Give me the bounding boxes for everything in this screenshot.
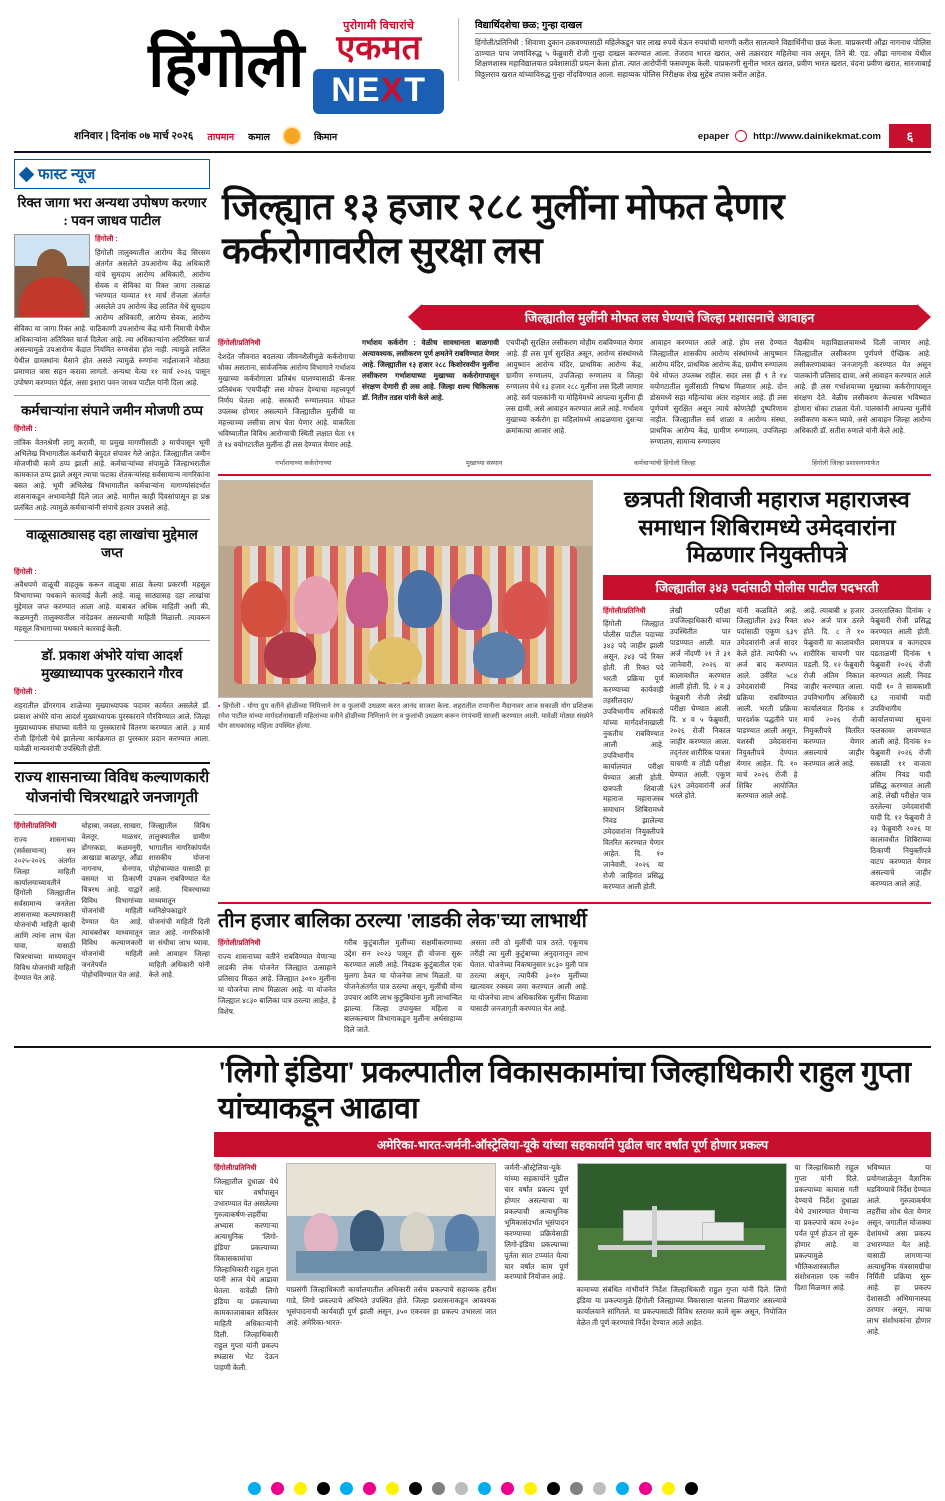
section5-col-2: जिल्ह्यातील विविध तालुक्यातील ग्रामीण भागातील नागरिकांपर्यंत शासकीय योजना पोहोचाव्यात यासाठी हा उपक्रम राबविण्यात येत आहे. चित्ररथाच्या माध्यमातून ध्वनिक्षेपकाद्वारे योजनांची माहिती दिली जात आहे. नागरिकांनी या संधीचा लाभ घ्यावा, असे आवाहन जिल्हा माहिती अधिकारी यांनी केले आहे. — [148, 822, 210, 980]
fastnews-byline: हिंगोली : — [14, 424, 37, 434]
divider — [14, 395, 210, 396]
main-grid — [14, 159, 931, 1039]
masthead — [14, 0, 931, 114]
lead-col-2 — [506, 338, 643, 453]
section4-col-2: जर्मनी-ऑस्ट्रेलिया-यूके यांच्या सहकार्याने पुढील चार वर्षांत प्रकल्प पूर्ण होणार असल्याचा या प्रकल्पाची अत्याधुनिक भूमिकासंदर्भात भूसंपादन करण्याच्या प्रक्रियेसाठी लिगो-इंडिया प्रकल्पाच्या पूर्तता सात टप्प्यांत येत्या चार वर्षांत काम पूर्ण करण्याचे नियोजन आहे. — [504, 1163, 569, 1282]
section3-col-1: गरीब कुटुंबातील मुलींच्या सक्षमीकरणाच्या उद्देश सन २०२३ पासून ही योजना सुरू करण्यात आली आहे. निवडक कुटुंबातील एक मुलगा ठेवत या योजनेचा लाभ मिळतो. या योजनेअंतर्गत पात्र ठरल्या असून, मुलींची योग्य उपचार आणि लाभ कुटुंबियांना मुली लाभान्वित झाल्या. जिल्हा उपायुक्त महिला व बालकल्याण विभागाकडून मुलींना अर्थसाहाय्य दिले जाते. — [344, 937, 462, 1035]
temperature-max-label: कमाल — [248, 131, 270, 143]
lead-col-0 — [218, 338, 355, 453]
lead-body — [218, 338, 931, 453]
temperature-min-label: किमान — [313, 131, 338, 143]
section4-col-5: भविष्यात या प्रयोगशाळेतून वैज्ञानिक घडविण्याचे निर्देश देण्यात आले. गुरुत्वाकर्षण लहरींचा शोध घेता येणार असून, जगातील मोजक्या देशांमध्ये असा प्रकल्प उभारण्यात येत आहे. यासाठी लागणाऱ्या अत्याधुनिक यंत्रसामग्रीचा निर्मिती प्रक्रिया सुरू आहे. हा प्रकल्प देशासाठी अभिमानास्पद ठरणार असून, त्याचा लाभ संशोधकांना होणार आहे. — [866, 1163, 931, 1337]
section2-col-0: हिंगोली/प्रतिनिधी हिंगोली जिल्ह्यात पोलीस पाटील पदाच्या ३४३ पदे जाहीर झाली असून, ३४३ पदे रिक्त होती. ती रिक्त पदे भरती प्रक्रिया पूर्ण करण्याच्या कार्यवाही तहसीलदार/उपविभागीय अधिकारी यांच्या मार्गदर्शनाखाली नुकतीच राबविण्यात आली आहे. उपविभागीय कार्यालयात परीक्षा घेण्यात आली होती. छत्रपती शिवाजी महाराज महाराजस्व समाधान शिबिरामध्ये निवड झालेल्या उमेदवारांना नियुक्तीपत्रे वितरित करण्यात येणार आहेत. दि. १० जानेवारी, २०२६ या रोजी जाहिरात प्रसिद्ध करण्यात आली होती. — [603, 605, 664, 891]
temperature-label: तापमान — [207, 131, 235, 143]
band-rule — [14, 151, 931, 153]
section3-byline: हिंगोली/प्रतिनिधी — [218, 937, 261, 947]
section3-col-2: असता तरी ठो मुलींची पात्र ठरते. एकूणच तरीही त्या मुली कुटुंबाच्या अनुदानातून लाभ घेतात. योजनेच्या निकषानुसार ४८३० मुली पात्र ठरल्या असून, त्यापैकी ३०१० मुलींच्या खात्यावर रक्कम जमा करण्यात आली आहे. या योजनेचा लाभ अधिकाधिक मुलींना मिळावा यासाठी जनजागृती करण्यात येत आहे. — [470, 937, 588, 1013]
divider-red — [218, 474, 931, 476]
lead-col-0-text: देशदेत जीवनात बदलत्या जीवनशैलीमुळे कर्करोगाचा धोका असताना, सार्वजनिक आरोग्य विभागाने गर्भाशय मुखाच्या कर्करोगाला प्रतिबंध घालण्यासाठी कॅन्सर प्रतिबंधक 'एचपीव्ही' लस मोफत देण्याचा महत्त्वपूर्ण निर्णय घेतला आहे. सरकारी रुग्णालयात मोफत उपलब्ध होणार असल्याने जिल्ह्यातील मुलींची या महत्त्वाच्या लसीचा लाभ घेता येणार आहे. याकरिता भविष्यातील विविध आरोग्याची स्थिती लक्षात घेता ११ ते १४ वयोगटातील मुलींना ही लस देण्यात येणार आहे. — [218, 352, 355, 449]
section2-col-4: उत्तरतालिका दिनांक २ फेब्रुवारी रोजी प्रसिद्ध करण्यात आली होती. प्रमाणपत्र व कागदपत्र पडताळणी दिनांक ९ फेब्रुवारी २०२६ रोजी करण्यात आली. निवड यादी १० ते सावकाशी ६३ नावांची यादी उपविभागीय कार्यालयाच्या सूचना फलकावर लावण्यात आली आहे. दिनांक १० फेब्रुवारी २०२६ रोजी सकाळी ११ वाजता अंतिम निवड यादी प्रसिद्ध करण्यात आली आहे. लेखी परीक्षेत पात्र ठरलेल्या उमेदवारांची यादी दि. १२ फेब्रुवारी ते २३ फेब्रुवारी २०२६ या कालावधीत शिबिराच्या ठिकाणी नियुक्तीपत्रे वाटप करण्यात येणार असल्याचे जाहीर करण्यात आले आहे. — [870, 605, 931, 888]
photo1-block — [218, 480, 593, 896]
photo1-caption: ▪ हिंगोली - योगा ग्रुप वतीने होळीच्या निमित्ताने रंग व फुलांची उधळण करत आनंद साजरा केला. शहरातील रामानीना मैदानावर आज सकाळी योग प्रशिक्षक रमेश पाटील यांच्या मार्गदर्शनाखाली महिलांच्या वतीने होळीच्या निमित्ताने रंग व फुलांची उधळण करून रंगपंचमी साजरी करण्यात आली. यावेळी मोठ्या संख्येने योग साधकांसह महिला उपस्थित होत्या. — [218, 703, 593, 730]
fastnews-body: शहरातील डोंगरगाव शाळेच्या मुख्याध्यापक पदावर कार्यरत असलेले डॉ. प्रकाश अंभोरे यांना आदर्श मुख्याध्यापक पुरस्काराने गौरविण्यात आले. जिल्हा मुख्याध्यापक संघाच्या वतीने या पुरस्काराचे वितरण करण्यात आले. ३ मार्च रोजी हिंगोली येथे झालेल्या कार्यक्रमात हा पुरस्कार प्रदान करण्यात आला. यावेळी मान्यवरांची उपस्थिती होती. — [14, 701, 210, 754]
lead-byline: हिंगोली/प्रतिनिधी — [218, 338, 261, 348]
next-badge-x: X — [380, 71, 405, 110]
fastnews-item-0 — [14, 194, 210, 388]
masthead-logo-group — [14, 18, 444, 114]
section5-title: राज्य शासनाच्या विविध कल्याणकारी योजनांची चित्ररथाद्वारे जनजागृती — [14, 770, 210, 806]
divider — [14, 519, 210, 520]
fastnews-item-title: रिक्त जागा भरा अन्यथा उपोषण करणार : पवन जाधव पाटील — [17, 195, 207, 228]
divider — [14, 814, 210, 815]
section5-byline: हिंगोली/प्रतिनिधी — [14, 821, 57, 831]
fastnews-byline: हिंगोली : — [14, 687, 37, 697]
fastnews-body: अवैधपणे वाळूची वाहतूक करून वाळूचा साठा केल्या प्रकरणी महसूल विभागाच्या पथकाने कारवाई केली आहे. वाळू साठ्यासह दहा लाखांचा मुद्देमाल जप्त करण्यात आला आहे. याबाबत अधिक माहिती अशी की, कळमनुरी तालुक्यातील नांदेडकर असल्याची माहिती मिळाली. त्यावरून महसूल विभागाच्या पथकाने कारवाई केली. — [14, 580, 210, 633]
subbar-right-arrow-icon — [917, 304, 931, 330]
notice-body: हिंगोली/प्रतिनिधी : शिवाणा दुकान ठकवण्यासाठी महिलेकडून चार लाख रुपये घेऊन रुपयांची मागणी करीत सातत्याने विद्यार्थिनीचा छळ केला. याप्रकरणी औंढा नागनाथ पोलिस ठाण्यात पाच जणांविरुद्ध ५ फेब्रुवारी रोजी गुन्हा दाखल करण्यात आला. तेजराव भारत खरात, असे तक्रारदार महिलेचा नाव असून, तिने बी. एड. औंढा नागनाथ येथील शिक्षणशास्त्र महाविद्यालयात प्रवेशासाठी प्रयत्न केला होता. त्यात आरोपींनी फसवणूक केली. याप्रकरणी सुनील भारत खरात, प्रवीण भारत खरात, वंदना प्रवीण खरात, सारजाबाई विठ्ठलराव खरात यांच्याविरुद्ध गुन्हा नोंदविण्यात आला. सहाय्यक पोलिस निरीक्षक शेख सुहेब तपास करीत आहेत. — [475, 38, 931, 80]
lead-col-1-text: गर्भाशय कर्करोग : वेळीच सावधानता बाळगावी अत्यावश्यक, लसीकरण पूर्ण क्षमतेने राबविण्यात येणार आहे. जिल्ह्यातील १३ हजार २८८ किशोरवयीन मुलींना लसीकरण गर्भाशयाच्या मुखाच्या कर्करोगापासून संरक्षण देणारी ही लस आहे. जिल्हा शल्य चिकित्सक डॉ. नितीन तडस यांनी केले आहे. — [362, 338, 499, 402]
section4-photo-aerial-wrap — [577, 1163, 787, 1377]
cmyk-registration-bar — [0, 1482, 945, 1495]
divider-red — [218, 902, 931, 904]
section4-col-3: कामाच्या संबंधित गांभीर्याने निर्देश जिल्हाधिकारी राहुल गुप्ता यांनी दिले. लिगो इंडिया या प्रकल्पामुळे हिंगोली जिल्ह्याच्या विकासाला चालना मिळणार असल्याचे कार्यालयाने सांगितले. या प्रकल्पासाठी विविध स्तरावर कामे सुरू असून, नियोजित वेळेत ती पूर्ण करण्याचे निर्देश देण्यात आले आहेत. — [576, 1285, 787, 1327]
ekmat-logo — [313, 18, 444, 114]
page-number: ६ — [889, 124, 931, 148]
fastnews-title: फास्ट न्यूज — [38, 166, 96, 184]
lead-caption-names: गर्भाशयाच्या कर्करोगाच्या मुखाच्या संस्थान कर्मचाऱ्यांची हिंगोली जिल्हा हिंगोली जिल्हा प्रशासनामार्फत — [275, 459, 880, 467]
section3-columns — [218, 938, 588, 1039]
section2-block — [603, 480, 931, 896]
section4-col-0: हिंगोली/प्रतिनिधी जिल्ह्यातील दुधाळा येथे चार वर्षांपासून उभारण्यात येत असलेल्या गुरुत्वाकर्षण-लहरींचा अभ्यास करणाऱ्या अत्याधुनिक 'लिगो-इंडिया' प्रकल्पाच्या विकासकामांचा जिल्हाधिकारी राहुल गुप्ता यांनी आज येथे आढावा घेतला. यावेळी लिगो इंडिया या प्रकल्पाच्या कामकाजाबाबत सविस्तर माहिती अधिकाऱ्यांनी दिली. जिल्हाधिकारी राहुल गुप्ता यांनी प्रकल्प स्थळास भेट देऊन पाहणी केली. — [214, 1163, 279, 1372]
lead-subbar-text: जिल्ह्यातील मुलींनी मोफत लस घेण्याचे जिल्हा प्रशासनाचे आवाहन — [422, 305, 917, 330]
publication-title: हिंगोली — [148, 32, 304, 101]
epaper-url: http://www.dainikekmat.com — [753, 130, 881, 142]
section4-block — [14, 1046, 931, 1377]
lead-col-2-text: एचपीव्ही सुरक्षित लसीकरण मोहीम राबविण्यात येणार आहे. ही लस पूर्ण सुरक्षित असून, आरोग्य संस्थांमध्ये आयुष्मान आरोग्य मंदिर, प्राथमिक आरोग्य केंद्र, ग्रामीण रुग्णालय, उपजिल्हा रुग्णालय व जिल्हा रुग्णालय येथे १३ हजार २८८ मुलींना लस दिली जाणार आहे. सर्व पालकांनी या मोहिमेमध्ये आपल्या मुलींना ही लस द्यावी, असे आवाहन करण्यात आले आहे. गर्भाशय मुखाच्या कर्करोग हा महिलांमध्ये आढळणारा दुसऱ्या क्रमांकाचा आजार आहे. — [506, 338, 643, 435]
lead-headline: जिल्ह्यात १३ हजार २८८ मुलींना मोफत देणार कर्करोगावरील सुरक्षा लस — [222, 187, 785, 272]
section4-content — [214, 1163, 931, 1377]
section2-col-3: आहे. त्याबाबी ४ हजार ४७२ अर्ज पात्र ठरले होते. दि. ८ ते १० फेब्रुवारी या कालावधीत शारीरिक चाचणी पार पडली. दि. १२ फेब्रुवारी रोजी अंतिम निकाल जाहीर करण्यात आला. उपविभागीय अधिकारी कार्यालयात दिनांक १ मार्च २०२६ रोजी नियुक्तीपत्रे वितरित करण्यात येणार असल्याचे जाहीर करण्यात आले आहे. — [803, 605, 865, 768]
fastnews-item-1 — [14, 402, 210, 514]
left-column — [14, 159, 210, 1039]
next-badge-pre: NE — [331, 71, 381, 110]
section5-col-1: चोहाबा, जवळा, साखरा, वेलतूर, माळधर, डोंगरकडा, कळमनुरी, आखाडा बाळापूर, औंढा नागनाथ, सेनगाव, वसमत या ठिकाणी चित्ररथ आहे. याद्वारे विविध विभागांच्या योजनांची माहिती देण्यात येत आहे. त्याचबरोबर माध्यमातून विविध कल्याणकारी योजनांची माहिती जनतेपर्यंत पोहोचविण्यात येत आहे. — [81, 822, 143, 980]
ekmat-wordmark: एकमत — [336, 30, 421, 67]
divider-heavy — [14, 1046, 931, 1048]
fastnews-body: हिंगोली तालुक्यातील आरोग्य केंद्र सिरसम अंतर्गत असलेले उपआरोग्य केंद्र अधिकारी यांचे सुमदाय आरोग्य अधिकारी, आरोग्य सेवक व सेविका या रिक्त जागा तत्काळ भरण्यात याव्यात ११ मार्च रोजला अंतर्गत असलेले उप आरोग्य केंद्र लालित येथे सुमदाय आरोग्य अधिकारी, आरोग्य सेवक, आरोग्य सेविका या जागा रिक्त आहे. याठिकाणी उपआरोग्य केंद्र यांनी निमाची येथील अधिकाऱ्यांना अतिरिक्त चार्ज दिलेला आहे. त्या अधिकाऱ्यांना अतिरिक्त चार्ज असल्यामुळे उपआरोग्य केंद्रात नियमित रुग्णसेवा होत नाही. त्यामुळे लालित येथील ग्रामस्थांना मैसाने होत असले त्यामुळे रुग्णांना नाईलाजाने मोठ्या प्रमाणात त्रास सहन करावा लागतो. अन्यथा येत्या ११ मार्च २०२६ पासून उपोषण करण्यात येईल, असा इशारा पवन जाधव पाटील यांनी दिला आहे. — [14, 248, 210, 387]
aerial-photo — [577, 1163, 787, 1281]
lead-col-1 — [362, 338, 499, 453]
epaper-link[interactable] — [698, 130, 889, 142]
main-column — [218, 159, 931, 1039]
section2-byline: हिंगोली/प्रतिनिधी — [603, 605, 646, 615]
section2-title: छत्रपती शिवाजी महाराज महाराजस्व समाधान शिबिरामध्ये उमेदवारांना मिळणार नियुक्तीपत्रे — [624, 487, 910, 568]
fastnews-byline: हिंगोली : — [95, 234, 118, 244]
section5-col-0: राज्य शासनाच्या (सर्वसामान्य) सन २०२५-२०२६ अंतर्गत जिल्हा माहिती कार्यालयाच्यावतीने हिंगोली जिल्ह्यातील सर्वसामान्य जनतेला शासनाच्या कल्याणकारी योजनांची माहिती व्हावी आणि त्यांना लाभ घेता यावा, यासाठी चित्ररथाच्या माध्यमातून विविध योजनांची माहिती देण्यात येत आहे. — [14, 836, 76, 983]
lead-col-3-text: आवाहन करण्यात आले आहे. होय लस देण्यात जिल्ह्यातील शासकीय आरोग्य संस्थांमध्ये आयुष्मान आरोग्य मंदिर, प्राथमिक आरोग्य केंद्र, ग्रामीण रुग्णालय येथे मोफत उपलब्ध राहील. सदर लस ही ९ ते १४ वयोगटातील मुलींसाठी निष्प्रभ मिळणार आहे. दोन डोसमध्ये सहा महिन्यांचा अंतर राहणार आहे. ही लस पूर्णपणे सुरक्षित असून त्याचे कोणतेही दुष्परिणाम नाहीत. जिल्ह्यातील सर्व शाळा व आरोग्य संस्था, प्राथमिक आरोग्य केंद्र, ग्रामीण रुग्णालय, उपजिल्हा रुग्णालय, सामान्य रुग्णालय — [650, 338, 787, 446]
photo-and-section2 — [218, 480, 931, 896]
section2-col-1: लेखी परीक्षा उपजिल्हाधिकारी यांच्या उपस्थितीत पार पाडण्यात आली. यात अर्ज नोंदणी २१ ते ३१ जानेवारी, २०२६ या कालावधीत करण्यात आली होती. दि. २ व ३ फेब्रुवारी रोजी लेखी परीक्षा घेण्यात आली. दि. ४ व ५ फेब्रुवारी, २०२६ रोजी निकाल जाहीर करण्यात आला. तद्नंतर शारीरिक पात्रता चाचणी व तोंडी परीक्षा घेण्यात आली. एकूण ६३९ उमेदवारांनी अर्ज भरले होते. — [669, 605, 731, 801]
sun-icon — [284, 128, 300, 144]
portrait-photo — [14, 234, 90, 318]
yoga-group-photo — [218, 480, 593, 698]
section5-columns — [14, 821, 210, 987]
diamond-icon — [19, 167, 35, 183]
fastnews-body: तांत्रिक वेतनश्रेणी लागू करावी, या प्रमुख मागणीसाठी ३ मार्चपासून भूमी अभिलेख विभागातील कर्मचारी बेमुदत संपावर गेले आहेत. जिल्ह्यातील जमीन मोजणीची कामे ठप्प झाली आहे. कर्मचाऱ्यांच्या संपामुळे जिल्हाभरातील कामकाज ठप्प झाले असून त्याचा फटका शेतकऱ्यांसह सर्वसामान्य नागरिकांना बसत आहे. भूमी अभिलेख विभागातील कर्मचाऱ्यांना मागण्यांसंदर्भात शासनाकडून अभावानेही दिले जात आहे. मागील काही दिवसांपासून हा प्रश्न प्रलंबित आहे. त्यामुळे कर्मचाऱ्यांनी संपाचे हत्यार उपसले आहे. — [14, 437, 210, 512]
notice-title: विद्यार्थिदशेचा छळ; गुन्हा दाखल — [475, 18, 931, 34]
epaper-label: epaper — [697, 130, 730, 142]
section3-col-0: हिंगोली/प्रतिनिधी राज्य शासनाच्या वतीने राबविण्यात येणाऱ्या लाडकी लेक योजनेत जिल्ह्यात उत्साहाने प्रतिसाद मिळत आहे. जिल्ह्यात ३०१० मुलींना या योजनेचा लाभ मिळाला आहे. या योजनेत जिल्ह्यात ४८३० बालिका पात्र ठरल्या आहेत, हे विशेष. — [218, 937, 336, 1016]
info-band — [14, 124, 931, 148]
divider-heavy — [14, 762, 210, 764]
globe-icon — [735, 130, 747, 142]
lead-col-4 — [794, 338, 931, 453]
section2-col-2: यांनी कळविले आहे. जिल्ह्यातील ३४३ रिक्त पदांसाठी एकूण ६३९ उमेदवारांनी अर्ज सादर केले होते. त्यापैकी ५५ अर्ज बाद करण्यात आले. उर्वरित ५८४ उमेदवारांची निवड प्रक्रिया राबविण्यात आली. भरती प्रक्रिया पारदर्शक पद्धतीने पार पाडण्यात आली असून, यशस्वी उमेदवारांना नियुक्तीपत्रे देण्यात येणार आहेत. दि. १० मार्च २०२६ रोजी हे शिबिर आयोजित करण्यात आले आहे. — [736, 605, 798, 801]
lead-col-3 — [650, 338, 787, 453]
fastnews-item-title: वाळूसाठ्यासह दहा लाखांचा मुद्देमाल जप्त — [26, 527, 198, 561]
fastnews-item-title: कर्मचाऱ्यांना संपाने जमीन मोजणी ठप्प — [21, 402, 203, 418]
section4-photo-meeting-wrap — [286, 1163, 496, 1377]
ekmat-tagline: पुरोगामी विचारांचे — [343, 20, 415, 32]
divider — [14, 640, 210, 641]
lead-col-4-text: वैद्यकीय महाविद्यालयामध्ये दिली जाणार आहे. जिल्ह्यातील लसीकरण पूर्णपणे ऐच्छिक आहे. लसीकरणाबाबत जनजागृती करण्यात येत असून पालकांनी प्रतिसाद द्यावा, असे आवाहन करण्यात आले आहे. ही लस गर्भाशयाच्या मुखाच्या कर्करोगापासून संरक्षण देते. वेळीच लसीकरण केल्यास भविष्यात होणारा धोका टाळता येतो. पालकांनी आपल्या मुलींचे लसीकरण करून घ्यावे, असे आवाहन जिल्हा आरोग्य अधिकारी डॉ. सतीश रुणाले यांनी केले आहे. — [794, 338, 931, 435]
subbar-left-arrow-icon — [408, 304, 422, 330]
fastnews-item-title: डॉ. प्रकाश अंभोरे यांचा आदर्श मुख्याध्यापक पुरस्काराने गौरव — [41, 648, 183, 681]
section2-strip: जिल्ह्यातील ३४३ पदांसाठी पोलीस पाटील पदभरती — [603, 575, 931, 600]
section4-strip: अमेरिका-भारत-जर्मनी-ऑस्ट्रेलिया-यूके यांच्या सहकार्याने पुढील चार वर्षांत पूर्ण होणार प्रकल्प — [214, 1132, 931, 1157]
section4-byline: हिंगोली/प्रतिनिधी — [214, 1163, 257, 1173]
fastnews-header — [14, 159, 210, 189]
masthead-notice — [458, 18, 931, 81]
info-band-left — [14, 124, 889, 148]
section3-title: तीन हजार बालिका ठरल्या 'लाडकी लेक'च्या लाभार्थी — [218, 909, 587, 932]
next-badge-post: T — [404, 71, 426, 110]
lead-subbar — [218, 304, 931, 330]
fastnews-item-3 — [14, 647, 210, 755]
section3-block — [218, 909, 931, 1039]
next-badge — [313, 69, 444, 114]
section4-col-4: या जिल्हाधिकारी राहुल गुप्ता यांनी दिले. प्रकल्पाच्या कामास गती देण्याचे निर्देश दुधाळा येथे उभारण्यात येणाऱ्या या प्रकल्पाचे काम २०३० पर्यंत पूर्ण होऊन तो सुरू होणार आहे. या प्रकल्पामुळे भौतिकशास्त्रातील संशोधनाला एक नवीन दिशा मिळणार आहे. — [794, 1163, 859, 1293]
section4-col-1: याप्रसंगी जिल्हाधिकारी कार्यालयातील अधिकारी तसेच प्रकल्पाचे सहाय्यक हरीश गाडे, लिगो प्रकल्पाचे अभियंते उपस्थित होते. जिल्हा प्रशासनाकडून आवश्यक भूसंपादनाची कार्यवाही पूर्ण झाली असून, ३५० एकरवर हा प्रकल्प उभारला जात आहे. अमेरिका-भारत- — [286, 1285, 497, 1327]
issue-date: शनिवार | दिनांक ०७ मार्च २०२६ — [74, 130, 194, 143]
fastnews-item-2 — [14, 526, 210, 634]
section4-title: 'लिगो इंडिया' प्रकल्पातील विकासकामांचा जिल्हाधिकारी राहुल गुप्ता यांच्याकडून आढावा — [218, 1056, 911, 1125]
meeting-photo — [286, 1163, 496, 1281]
section2-columns — [603, 606, 931, 896]
fastnews-byline: हिंगोली : — [14, 566, 37, 576]
